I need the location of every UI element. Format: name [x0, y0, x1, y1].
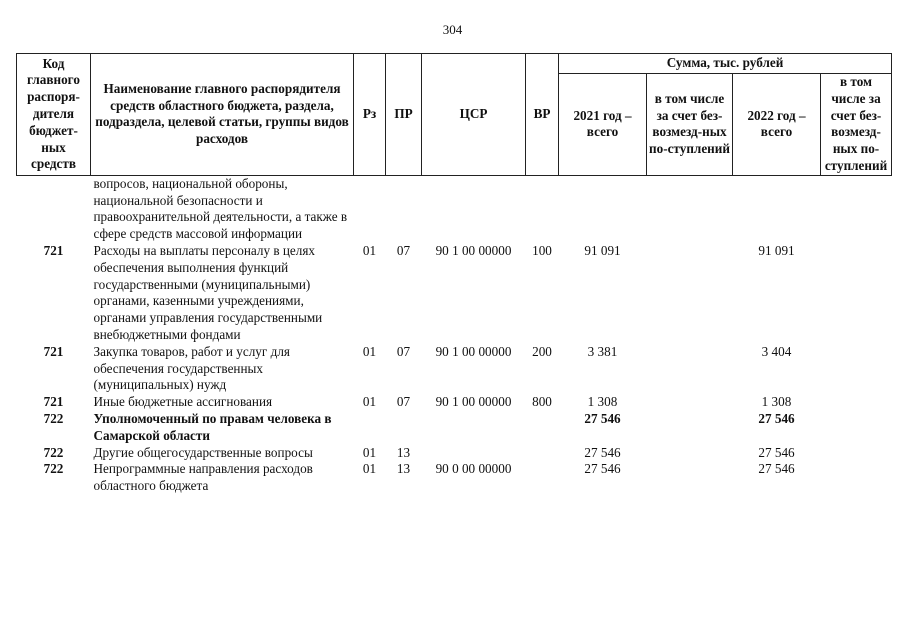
- table-body: [17, 175, 892, 495]
- cell-rz: 01: [362, 343, 377, 359]
- cell-free-2021: [647, 411, 733, 445]
- cell-free-2021: [647, 344, 733, 394]
- cell-code: 722: [43, 444, 64, 460]
- cell-free-2021: [647, 394, 733, 411]
- cell-csr: 90 1 00 00000: [435, 242, 512, 258]
- cell-sum-2022: 1 308: [761, 394, 792, 410]
- cell-sum-2021: 91 091: [584, 242, 621, 258]
- cell-sum-2022: 27 546: [758, 461, 795, 477]
- cell-sum-2022: 27 546: [758, 444, 795, 460]
- cell-rz: [354, 175, 386, 243]
- cell-vr: [526, 461, 559, 495]
- cell-sum-2021: 3 381: [587, 343, 618, 359]
- cell-free-2022: [821, 461, 892, 495]
- cell-sum-2021: 27 546: [584, 461, 621, 477]
- header-2022-total: 2022 год – всего: [733, 74, 821, 176]
- cell-free-2022: [821, 394, 892, 411]
- header-rz: Рз: [354, 54, 386, 176]
- budget-table: [16, 53, 892, 495]
- header-name: Наименование главного распорядителя средств областного бюджета, раздела, подраздела, целевой статьи, группы видов расходов: [91, 54, 354, 176]
- cell-name: Уполномоченный по правам человека в Самарской области: [93, 410, 332, 443]
- cell-rz: 01: [362, 444, 377, 460]
- header-csr: ЦСР: [422, 54, 526, 176]
- cell-free-2022: [821, 344, 892, 394]
- cell-sum-2022: 3 404: [761, 343, 792, 359]
- table-row: [17, 175, 892, 243]
- cell-vr: [526, 175, 559, 243]
- cell-pr: 13: [396, 461, 411, 477]
- cell-free-2021: [647, 243, 733, 344]
- header-pr: ПР: [386, 54, 422, 176]
- cell-code: [17, 175, 91, 243]
- header-vr: ВР: [526, 54, 559, 176]
- cell-rz: 01: [362, 242, 377, 258]
- table-row: [17, 394, 892, 411]
- cell-free-2022: [821, 175, 892, 243]
- cell-code: 722: [43, 410, 64, 426]
- cell-rz: 01: [362, 461, 377, 477]
- header-2021-total: 2021 год – всего: [559, 74, 647, 176]
- cell-free-2022: [821, 445, 892, 462]
- cell-rz: [354, 411, 386, 445]
- header-2021-free: в том числе за счет без-возмезд-ных по-ступлений: [647, 74, 733, 176]
- cell-pr: 07: [396, 242, 411, 258]
- cell-sum-2021: 27 546: [584, 444, 621, 460]
- cell-code: 721: [43, 343, 64, 359]
- header-2022-free: в том числе за счет без-возмезд-ных по-ступлений: [821, 74, 892, 176]
- cell-free-2021: [647, 175, 733, 243]
- cell-pr: 07: [396, 343, 411, 359]
- header-sum: Сумма, тыс. рублей: [559, 54, 892, 74]
- cell-sum-2021: [559, 175, 647, 243]
- cell-pr: 13: [396, 444, 411, 460]
- cell-name: Непрограммные направления расходов областного бюджета: [93, 461, 313, 494]
- cell-code: 722: [43, 461, 64, 477]
- table-row: [17, 445, 892, 462]
- cell-sum-2022: [733, 175, 821, 243]
- header-code: Код главного распоря-дителя бюджет-ных средств: [17, 54, 91, 176]
- cell-sum-2022: 27 546: [758, 410, 795, 426]
- cell-vr: 200: [532, 343, 552, 359]
- cell-rz: 01: [362, 394, 377, 410]
- cell-csr: 90 1 00 00000: [435, 343, 512, 359]
- page-number: 304: [442, 22, 463, 37]
- cell-free-2022: [821, 411, 892, 445]
- cell-code: 721: [43, 394, 64, 410]
- cell-sum-2022: 91 091: [758, 242, 795, 258]
- cell-csr: [422, 445, 526, 462]
- cell-csr: [422, 175, 526, 243]
- cell-vr: 100: [532, 242, 552, 258]
- table-row: [17, 461, 892, 495]
- cell-free-2021: [647, 461, 733, 495]
- cell-name: Закупка товаров, работ и услуг для обеспечения государственных (муниципальных) нужд: [93, 343, 290, 393]
- cell-free-2022: [821, 243, 892, 344]
- cell-name: Расходы на выплаты персоналу в целях обеспечения выполнения функций государственными (муниципальными) органами, казенными учреждениями, органами управления государственными внебюджетными фондами: [93, 242, 323, 342]
- cell-vr: [526, 411, 559, 445]
- cell-code: 721: [43, 242, 64, 258]
- cell-pr: [386, 411, 422, 445]
- cell-pr: [386, 175, 422, 243]
- cell-free-2021: [647, 445, 733, 462]
- cell-sum-2021: 1 308: [587, 394, 618, 410]
- cell-name: Иные бюджетные ассигнования: [93, 394, 273, 410]
- cell-csr: [422, 411, 526, 445]
- table-row: [17, 243, 892, 344]
- cell-pr: 07: [396, 394, 411, 410]
- cell-csr: 90 0 00 00000: [435, 461, 512, 477]
- cell-vr: 800: [532, 394, 552, 410]
- cell-vr: [526, 445, 559, 462]
- cell-name: Другие общегосударственные вопросы: [93, 444, 313, 460]
- cell-csr: 90 1 00 00000: [435, 394, 512, 410]
- cell-sum-2021: 27 546: [584, 410, 621, 426]
- cell-name: вопросов, национальной обороны, национальной безопасности и правоохранительной деятельности, а также в сфере средств массовой информации: [93, 175, 348, 242]
- table-row: [17, 344, 892, 394]
- table-row: [17, 411, 892, 445]
